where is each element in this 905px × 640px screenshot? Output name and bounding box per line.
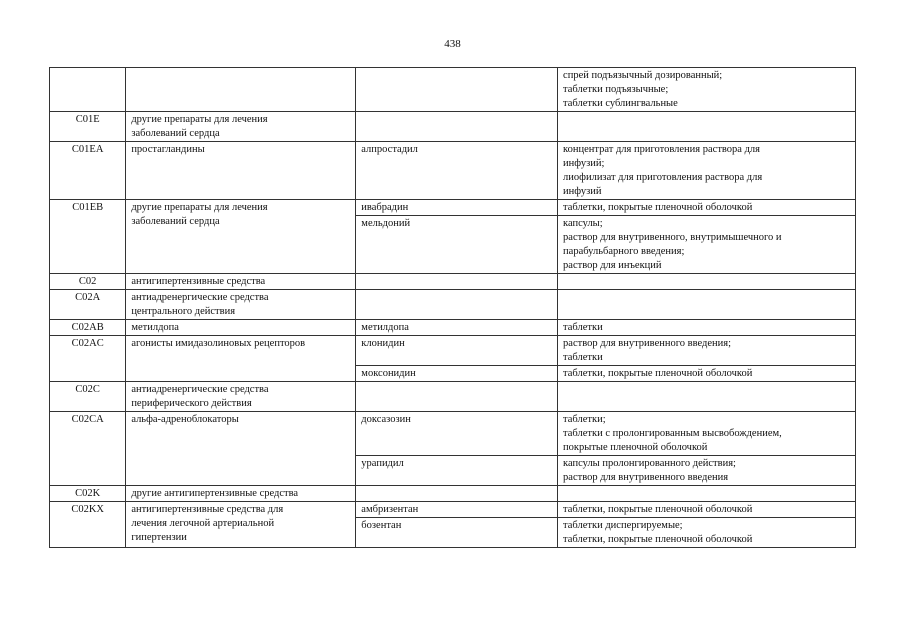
atc-code-cell: C02K <box>50 486 126 502</box>
group-name-line: периферического действия <box>131 398 252 409</box>
group-name-line: антигипертензивные средства для <box>131 504 284 515</box>
group-name-cell <box>126 112 356 142</box>
dosage-form-cell <box>558 274 856 290</box>
dosage-form-line: покрытые пленочной оболочкой <box>563 442 708 453</box>
group-name-line: другие препараты для лечения <box>131 114 268 125</box>
atc-code-cell: C02 <box>50 274 126 290</box>
group-name-line: агонисты имидазолиновых рецепторов <box>131 338 306 349</box>
table-row <box>50 290 856 320</box>
dosage-form-cell <box>558 366 856 382</box>
dosage-form-line: раствор для внутривенного введения <box>563 472 729 483</box>
dosage-form-cell <box>558 486 856 502</box>
group-name-line: антигипертензивные средства <box>131 276 266 287</box>
dosage-form-line: концентрат для приготовления раствора для <box>563 144 760 155</box>
drug-name-cell: моксонидин <box>356 366 558 382</box>
group-name-line: другие антигипертензивные средства <box>131 488 299 499</box>
dosage-form-cell <box>558 68 856 112</box>
atc-code-cell: C02A <box>50 290 126 320</box>
atc-code-cell <box>50 68 126 112</box>
dosage-form-cell <box>558 200 856 216</box>
dosage-form-line: таблетки <box>563 322 603 333</box>
dosage-form-line: инфузий; <box>563 158 605 169</box>
group-name-line: антиадренергические средства <box>131 384 269 395</box>
group-name-cell <box>126 142 356 200</box>
dosage-form-line: раствор для инъекций <box>563 260 662 271</box>
dosage-form-line: таблетки с пролонгированным высвобождением, <box>563 428 782 439</box>
dosage-form-cell <box>558 320 856 336</box>
drug-name-cell: метилдопа <box>356 320 558 336</box>
dosage-form-line: таблетки сублингвальные <box>563 98 678 109</box>
dosage-form-line: капсулы пролонгированного действия; <box>563 458 736 469</box>
page-number: 438 <box>444 38 461 50</box>
table-row <box>50 142 856 200</box>
dosage-form-cell <box>558 382 856 412</box>
drug-name-cell: амбризентан <box>356 502 558 518</box>
dosage-form-line: таблетки, покрытые пленочной оболочкой <box>563 504 753 515</box>
drug-name-cell: мельдоний <box>356 216 558 274</box>
group-name-line: метилдопа <box>131 322 179 333</box>
table-row <box>50 502 856 518</box>
table-row <box>50 200 856 216</box>
table-row <box>50 336 856 366</box>
dosage-form-cell <box>558 456 856 486</box>
group-name-line: альфа-адреноблокаторы <box>131 414 239 425</box>
group-name-cell <box>126 336 356 382</box>
atc-code-cell: C02AC <box>50 336 126 382</box>
drug-name-cell <box>356 290 558 320</box>
atc-code-cell: C01E <box>50 112 126 142</box>
group-name-line: гипертензии <box>131 532 187 543</box>
drug-name-cell: бозентан <box>356 518 558 548</box>
drug-name-cell: доксазозин <box>356 412 558 456</box>
group-name-line: другие препараты для лечения <box>131 202 268 213</box>
drug-name-cell: алпростадил <box>356 142 558 200</box>
dosage-form-line: инфузий <box>563 186 602 197</box>
drug-classification-table <box>49 67 856 548</box>
drug-name-cell <box>356 382 558 412</box>
group-name-cell <box>126 486 356 502</box>
dosage-form-cell <box>558 502 856 518</box>
group-name-cell <box>126 382 356 412</box>
atc-code-cell: C02KX <box>50 502 126 548</box>
table-body <box>50 68 856 548</box>
drug-name-cell: ивабрадин <box>356 200 558 216</box>
drug-name-cell <box>356 274 558 290</box>
table-row <box>50 382 856 412</box>
group-name-cell <box>126 412 356 486</box>
group-name-line: антиадренергические средства <box>131 292 269 303</box>
dosage-form-line: таблетки диспергируемые; <box>563 520 683 531</box>
dosage-form-line: раствор для внутривенного, внутримышечного и <box>563 232 782 243</box>
dosage-form-line: спрей подъязычный дозированный; <box>563 70 723 81</box>
dosage-form-line: парабульбарного введения; <box>563 246 685 257</box>
drug-name-cell <box>356 112 558 142</box>
group-name-cell <box>126 200 356 274</box>
drug-name-cell <box>356 68 558 112</box>
dosage-form-cell <box>558 518 856 548</box>
group-name-cell <box>126 68 356 112</box>
group-name-cell <box>126 502 356 548</box>
drug-name-cell: урапидил <box>356 456 558 486</box>
table-row <box>50 320 856 336</box>
group-name-cell <box>126 274 356 290</box>
dosage-form-cell <box>558 412 856 456</box>
dosage-form-cell <box>558 336 856 366</box>
atc-code-cell: C02AB <box>50 320 126 336</box>
table-row <box>50 112 856 142</box>
atc-code-cell: C01EA <box>50 142 126 200</box>
group-name-cell <box>126 290 356 320</box>
dosage-form-line: лиофилизат для приготовления раствора для <box>563 172 763 183</box>
table-row <box>50 486 856 502</box>
dosage-form-cell <box>558 112 856 142</box>
drug-name-cell <box>356 486 558 502</box>
dosage-form-line: таблетки подъязычные; <box>563 84 669 95</box>
group-name-line: лечения легочной артериальной <box>131 518 275 529</box>
group-name-cell <box>126 320 356 336</box>
dosage-form-line: таблетки, покрытые пленочной оболочкой <box>563 368 753 379</box>
dosage-form-line: таблетки, покрытые пленочной оболочкой <box>563 202 753 213</box>
dosage-form-line: таблетки, покрытые пленочной оболочкой <box>563 534 753 545</box>
dosage-form-cell <box>558 142 856 200</box>
dosage-form-line: раствор для внутривенного введения; <box>563 338 731 349</box>
dosage-form-line: таблетки <box>563 352 603 363</box>
table-row <box>50 274 856 290</box>
table-row <box>50 412 856 456</box>
dosage-form-cell <box>558 290 856 320</box>
dosage-form-line: капсулы; <box>563 218 603 229</box>
group-name-line: заболеваний сердца <box>131 216 220 227</box>
group-name-line: заболеваний сердца <box>131 128 220 139</box>
table-row <box>50 68 856 112</box>
dosage-form-line: таблетки; <box>563 414 606 425</box>
atc-code-cell: C02CA <box>50 412 126 486</box>
atc-code-cell: C01EB <box>50 200 126 274</box>
group-name-line: центрального действия <box>131 306 236 317</box>
group-name-line: простагландины <box>131 144 205 155</box>
atc-code-cell: C02C <box>50 382 126 412</box>
drug-name-cell: клонидин <box>356 336 558 366</box>
dosage-form-cell <box>558 216 856 274</box>
